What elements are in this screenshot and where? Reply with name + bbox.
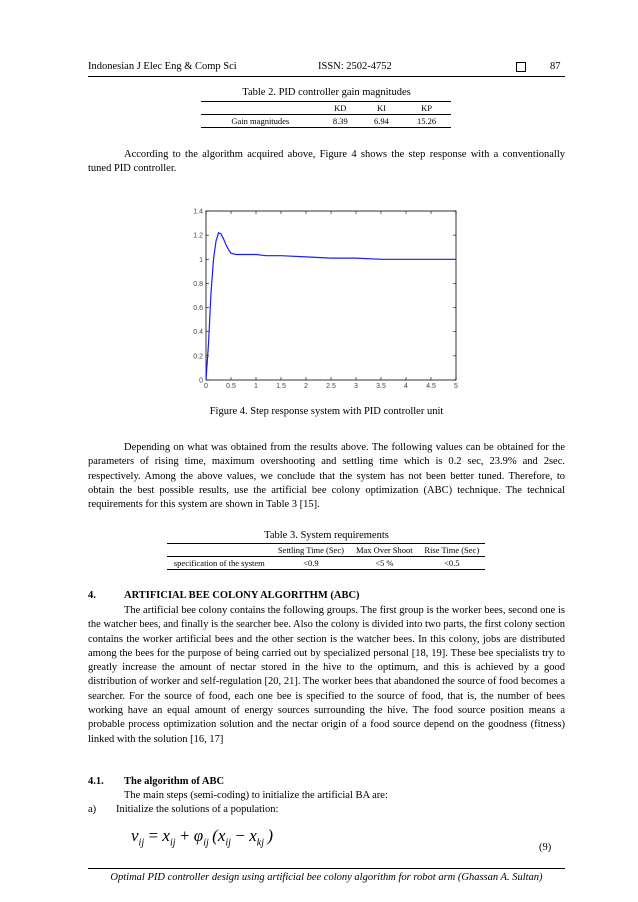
- table2: [201, 101, 451, 128]
- subsection41-intro: The main steps (semi-coding) to initialize the artificial BA are:: [124, 790, 388, 801]
- y-tick-label: 0: [199, 377, 203, 385]
- table2-corner: [201, 102, 320, 115]
- table3-row-label: specification of the system: [173, 558, 265, 568]
- table3-caption: Table 3. System requirements: [264, 530, 389, 541]
- step-label: a): [88, 804, 97, 815]
- table3: [167, 543, 485, 570]
- table3-cell: <5 %: [375, 558, 394, 568]
- equation-9: $v_{ij} = x_{ij} + \varphi_{ij}$ ($x_{ij} - x_{kj}$ ): [131, 826, 274, 849]
- table3-col: Rise Time (Sec): [424, 545, 480, 555]
- subsection41-number: 4.1.: [88, 776, 104, 787]
- y-tick-label: 0.8: [193, 280, 203, 288]
- x-tick-label: 0.5: [226, 383, 236, 390]
- journal-name: Indonesian J Elec Eng & Comp Sci: [88, 61, 237, 72]
- equation-number: (9): [539, 842, 552, 853]
- x-tick-label: 1.5: [276, 383, 286, 390]
- issn: ISSN: 2502-4752: [318, 61, 392, 72]
- y-tick-label: 1.4: [193, 208, 203, 216]
- table2-header-row: [201, 102, 451, 115]
- table2-col: KI: [376, 103, 386, 113]
- x-tick-label: 1: [254, 383, 258, 390]
- x-tick-label: 2: [304, 383, 308, 390]
- table2-col: KP: [421, 103, 432, 113]
- page-number: 87: [550, 61, 561, 72]
- table2-row: [201, 115, 451, 128]
- results-text: Depending on what was obtained from the results above. The following values can be obtained for the parameters of rising time, maximum overshooting and settling time which is 0.2 sec, 23.9% and 2sec. respectively. Among the above values, we conclude that the system has not been better tuned. Therefore, to obtain the best possible results, use the artificial bee colony optimization (ABC) technique. The technical requirements for this system are shown in Table 3 [15].: [88, 442, 565, 511]
- table2-cell: 6.94: [374, 116, 389, 126]
- y-tick-label: 0.4: [193, 329, 203, 337]
- footer-text: Optimal PID controller design using artificial bee colony algorithm for robot arm (Ghassan A. Sultan): [110, 872, 543, 883]
- table3-row: [167, 557, 485, 570]
- results-paragraph: [88, 441, 565, 512]
- y-tick-label: 0.2: [193, 353, 203, 361]
- subsection41-title: The algorithm of ABC: [124, 776, 225, 787]
- header-rule: [88, 76, 565, 77]
- step-response-chart: [180, 203, 465, 393]
- table3-header-row: [167, 544, 485, 557]
- section4-paragraph: [88, 604, 565, 747]
- figure4-caption: Figure 4. Step response system with PID controller unit: [209, 406, 444, 417]
- table3-col: Settling Time (Sec): [277, 545, 344, 555]
- table3-cell: <0.9: [303, 558, 319, 568]
- x-tick-label: 3.5: [376, 383, 386, 390]
- plot-frame: [206, 211, 456, 380]
- intro-paragraph: [88, 148, 565, 177]
- x-tick-label: 4: [404, 383, 408, 390]
- footer-rule: [88, 868, 565, 869]
- y-tick-label: 1.2: [193, 232, 203, 240]
- table2-row-label: Gain magnitudes: [231, 116, 290, 126]
- table2-cell: 8.39: [332, 116, 348, 126]
- table2-cell: 15.26: [416, 116, 437, 126]
- section4-title: ARTIFICIAL BEE COLONY ALGORITHM (ABC): [124, 590, 360, 601]
- x-tick-label: 5: [454, 383, 458, 390]
- section4-text: The artificial bee colony contains the following groups. The first group is the worker bees, second one is the watcher bees, and finally is the searcher bee. Also the colony is divided into two parts, the first colony section contains the worker artificial bees and the other section is the watcher bees. In this colony, jobs are distributed among the bees for the purpose of being carried out by specialized personal [18, 19]. These bee specialists try to greatly increase the amount of nectar stored in the hive to the optimum, and this is achieved by a good distribution of worker and self-regulation [20, 21]. The worker bees that abandoned the source of food becomes a searcher. For the source of food, each one bee is specified to the source of food, that is, the number of bees working have an equal amount of energy sources surrounding the hive. The food source position means a probable process optimization solution and the nectar origin of a food source depend on the goodness (fitness) linked with the solution [16, 17]: [88, 605, 565, 745]
- y-tick-label: 1: [199, 256, 203, 264]
- table2-col: KD: [334, 103, 347, 113]
- section4-number: 4.: [88, 590, 96, 601]
- square-bullet-icon: [516, 62, 526, 72]
- intro-text: According to the algorithm acquired above, Figure 4 shows the step response with a conventionally tuned PID controller.: [88, 149, 565, 175]
- x-tick-label: 2.5: [326, 383, 336, 390]
- table2-caption: Table 2. PID controller gain magnitudes: [242, 87, 411, 98]
- x-tick-label: 4.5: [426, 383, 436, 390]
- step-text: Initialize the solutions of a population:: [116, 804, 279, 815]
- table3-col: Max Over Shoot: [355, 545, 413, 555]
- x-tick-label: 3: [354, 383, 358, 390]
- y-tick-label: 0.6: [193, 305, 203, 313]
- x-tick-label: 0: [204, 383, 208, 390]
- table3-corner: [167, 544, 272, 557]
- table3-cell: <0.5: [444, 558, 460, 568]
